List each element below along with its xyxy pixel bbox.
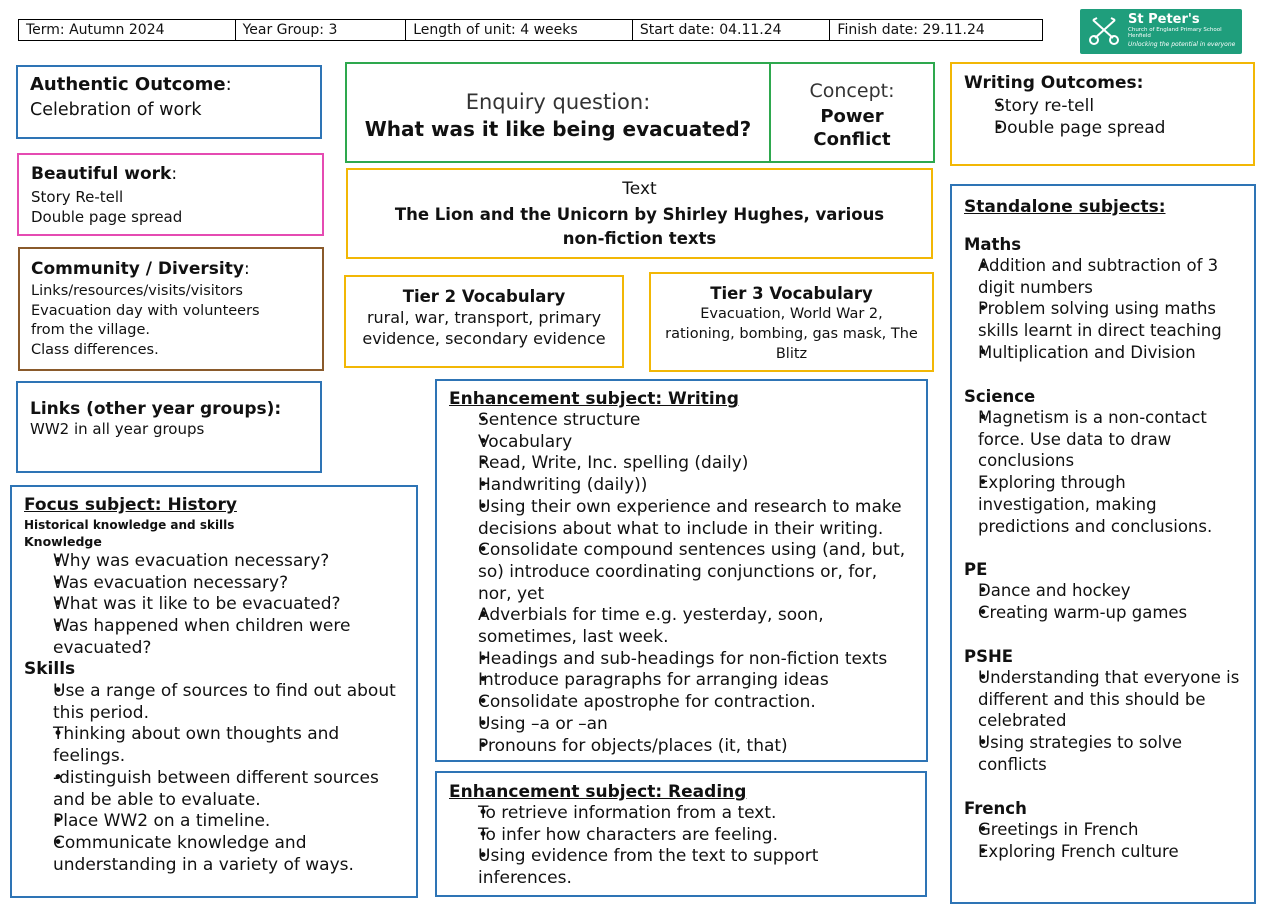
enquiry-label: Enquiry question:: [465, 90, 651, 114]
authentic-outcome-title: Authentic Outcome: [30, 74, 226, 95]
french-heading: French: [964, 799, 1027, 818]
science-heading: Science: [964, 387, 1036, 406]
tier3-words: Evacuation, World War 2, rationing, bombing, gas mask, The Blitz: [665, 306, 918, 362]
concept-value: Power: [820, 106, 884, 127]
length-cell: Length of unit: 4 weeks: [406, 20, 633, 40]
writing-item: • Using their own experience and research to make decisions about what to include in their writing.: [449, 497, 912, 540]
reading-item: • To retrieve information from a text.: [449, 803, 911, 825]
community-line: Evacuation day with volunteers: [31, 302, 260, 319]
history-subtitle: Historical knowledge and skills: [24, 518, 235, 532]
skill-item: • -distinguish between different sources and be able to evaluate.: [24, 768, 402, 811]
logo-name: St Peter's: [1128, 12, 1200, 27]
school-logo: [1080, 9, 1242, 54]
beautiful-work-title: Beautiful work: [31, 164, 172, 184]
start-date-cell: Start date: 04.11.24: [633, 20, 831, 40]
writing-item: • Adverbials for time e.g. yesterday, soon, sometimes, last week.: [449, 605, 912, 648]
community-diversity-box: [18, 247, 324, 371]
pshe-heading: PSHE: [964, 647, 1014, 666]
links-box: [16, 381, 322, 473]
writing-item: • Read, Write, Inc. spelling (daily): [449, 453, 912, 475]
pshe-item: • Understanding that everyone is different and this should be celebrated: [964, 667, 1242, 732]
tier2-vocab-box: [344, 275, 624, 368]
skill-item: • Communicate knowledge and understanding in a variety of ways.: [24, 833, 402, 876]
writing-item: • Sentence structure: [449, 410, 912, 432]
maths-item: • Problem solving using maths skills learnt in direct teaching: [964, 298, 1242, 341]
writing-item: • Pronouns for objects/places (it, that): [449, 736, 912, 758]
writing-item: • Consolidate apostrophe for contraction.: [449, 692, 912, 714]
reading-item: • Using evidence from the text to support inferences.: [449, 846, 911, 889]
writing-outcome-item: • Double page spread: [966, 117, 1165, 139]
french-item: • Greetings in French: [964, 819, 1242, 841]
community-colon: :: [243, 259, 250, 279]
beautiful-work-line: Story Re-tell: [31, 188, 124, 206]
text-title: The Lion and the Unicorn by Shirley Hughes, various non-fiction texts: [394, 205, 885, 248]
maths-heading: Maths: [964, 235, 1022, 254]
knowledge-item: • Was evacuation necessary?: [24, 573, 402, 595]
writing-outcomes-title: Writing Outcomes:: [964, 73, 1144, 93]
knowledge-item: • What was it like to be evacuated?: [24, 594, 402, 616]
beautiful-work-colon: :: [171, 164, 178, 184]
year-group-cell: Year Group: 3: [236, 20, 407, 40]
authentic-outcome-box: [16, 65, 322, 139]
unit-header-table: [18, 19, 1043, 41]
knowledge-item: • Why was evacuation necessary?: [24, 551, 402, 573]
tier2-words: rural, war, transport, primary evidence, secondary evidence: [362, 308, 606, 348]
knowledge-label: Knowledge: [24, 534, 102, 549]
concept-label: Concept:: [809, 80, 895, 102]
tier2-title: Tier 2 Vocabulary: [402, 287, 566, 306]
finish-date-cell: Finish date: 29.11.24: [837, 22, 985, 38]
skill-item: • Use a range of sources to find out about this period.: [24, 681, 402, 724]
links-text: WW2 in all year groups: [30, 420, 205, 438]
text-box: [346, 168, 933, 259]
reading-item: • To infer how characters are feeling.: [449, 825, 911, 847]
writing-title: Enhancement subject: Writing: [449, 389, 739, 409]
standalone-title: Standalone subjects:: [964, 197, 1166, 217]
enquiry-question-box: [345, 62, 771, 163]
writing-item: • Vocabulary: [449, 432, 912, 454]
logo-subtitle: Church of England Primary School Henfield: [1128, 27, 1222, 39]
authentic-outcome-text: Celebration of work: [30, 100, 202, 120]
logo-motto: Unlocking the potential in everyone: [1128, 41, 1236, 48]
tier3-title: Tier 3 Vocabulary: [710, 284, 873, 303]
authentic-outcome-colon: :: [225, 74, 232, 95]
reading-title: Enhancement subject: Reading: [449, 782, 747, 802]
community-line: Links/resources/visits/visitors: [31, 283, 243, 299]
pe-heading: PE: [964, 560, 988, 579]
science-item: • Magnetism is a non-contact force. Use data to draw conclusions: [964, 407, 1242, 472]
maths-item: • Addition and subtraction of 3 digit numbers: [964, 255, 1242, 298]
writing-item: • Using –a or –an: [449, 714, 912, 736]
text-label: Text: [622, 179, 657, 199]
skill-item: • Place WW2 on a timeline.: [24, 811, 402, 833]
maths-item: • Multiplication and Division: [964, 342, 1242, 364]
skills-label: Skills: [24, 659, 76, 679]
writing-outcome-item: • Story re-tell: [966, 95, 1165, 117]
beautiful-work-box: [17, 153, 324, 236]
science-item: • Exploring through investigation, making predictions and conclusions.: [964, 472, 1242, 537]
writing-item: • Handwriting (daily)): [449, 475, 912, 497]
pshe-item: • Using strategies to solve conflicts: [964, 732, 1242, 775]
writing-outcomes-box: [950, 62, 1255, 166]
writing-item: • Consolidate compound sentences using (and, but, so) introduce coordinating conjunctions or, for, nor, yet: [449, 540, 912, 605]
history-title: Focus subject: History: [24, 495, 237, 515]
knowledge-item: • Was happened when children were evacuated?: [24, 616, 402, 659]
community-line: Class differences.: [31, 341, 159, 358]
standalone-subjects-box: [950, 184, 1256, 904]
pe-item: • Dance and hockey: [964, 580, 1242, 602]
writing-box: [435, 379, 928, 762]
french-item: • Exploring French culture: [964, 841, 1242, 863]
enquiry-question: What was it like being evacuated?: [364, 117, 752, 141]
crossed-keys-icon: [1087, 16, 1121, 46]
reading-box: [435, 771, 927, 897]
beautiful-work-line: Double page spread: [31, 208, 183, 226]
pe-item: • Creating warm-up games: [964, 602, 1242, 624]
term-cell: Term: Autumn 2024: [19, 20, 236, 40]
community-title: Community / Diversity: [31, 259, 244, 279]
tier3-vocab-box: [649, 272, 934, 372]
community-line: from the village.: [31, 322, 151, 338]
skill-item: • Thinking about own thoughts and feelings.: [24, 724, 402, 767]
writing-item: • Headings and sub-headings for non-fiction texts: [449, 649, 912, 671]
links-title: Links (other year groups):: [30, 399, 282, 419]
writing-item: • Introduce paragraphs for arranging ideas: [449, 670, 912, 692]
history-box: [10, 485, 418, 898]
concept-value: Conflict: [813, 129, 891, 150]
concept-box: [769, 62, 935, 163]
